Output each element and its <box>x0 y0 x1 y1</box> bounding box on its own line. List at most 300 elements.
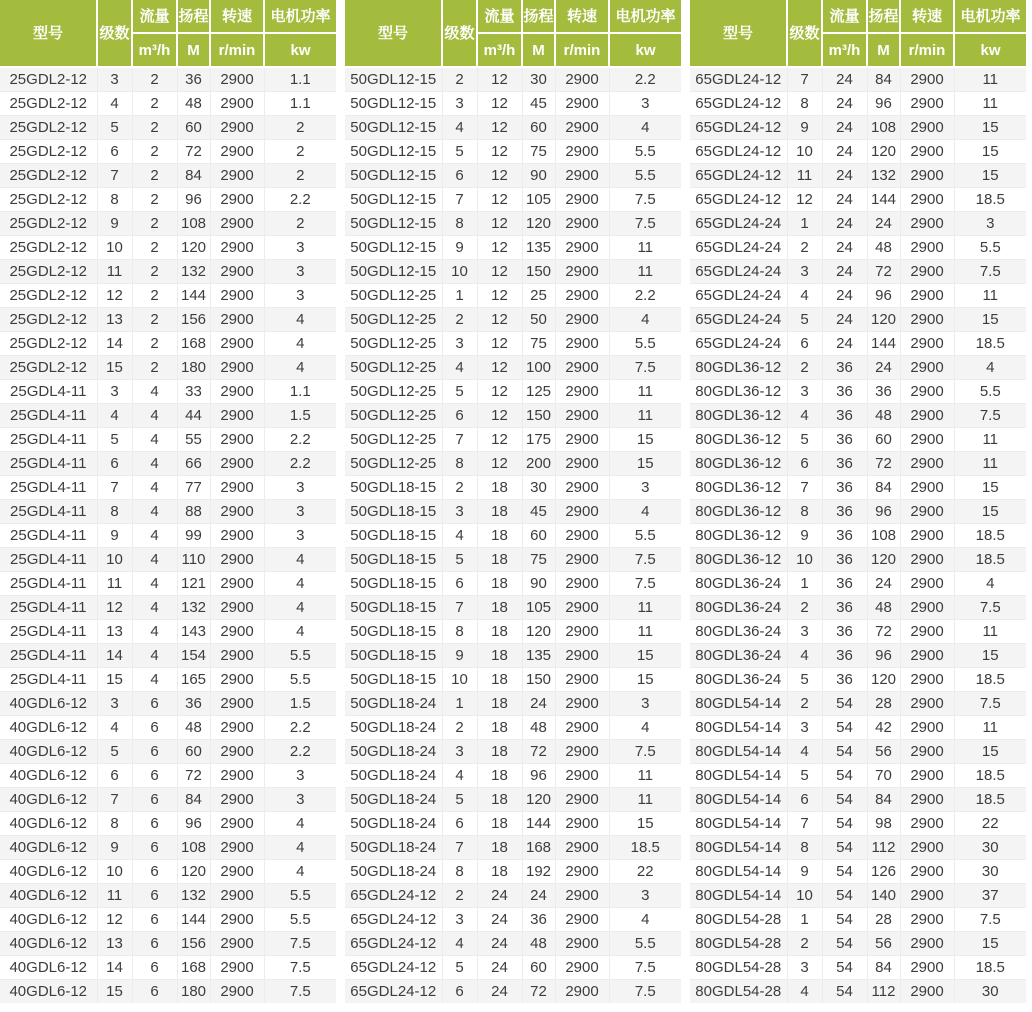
table-cell: 2 <box>132 67 177 92</box>
table-cell: 2 <box>132 308 177 332</box>
table-cell: 12 <box>477 332 522 356</box>
table-cell: 24 <box>477 932 522 956</box>
table-cell: 15 <box>97 980 132 1004</box>
table-row <box>345 932 681 956</box>
table-cell: 3 <box>442 740 477 764</box>
table-cell: 11 <box>954 620 1026 644</box>
table-cell: 7 <box>97 476 132 500</box>
table-cell: 40GDL6-12 <box>0 980 97 1004</box>
table-cell: 36 <box>822 452 867 476</box>
table-cell: 11 <box>954 67 1026 92</box>
table-cell: 11 <box>954 284 1026 308</box>
table-cell: 110 <box>177 548 210 572</box>
table-cell: 2900 <box>900 860 954 884</box>
table-cell: 25GDL4-11 <box>0 452 97 476</box>
table-cell: 12 <box>477 284 522 308</box>
table-cell: 2900 <box>555 692 609 716</box>
table-cell: 4 <box>787 404 822 428</box>
table-cell: 112 <box>867 836 900 860</box>
table-row <box>690 260 1026 284</box>
table-cell: 72 <box>177 764 210 788</box>
header-head-unit: M <box>177 33 210 67</box>
table-cell: 50GDL12-15 <box>345 92 442 116</box>
table-cell: 48 <box>867 236 900 260</box>
table-cell: 7.5 <box>609 740 681 764</box>
table-cell: 65GDL24-24 <box>690 308 787 332</box>
table-cell: 18.5 <box>954 764 1026 788</box>
table-cell: 24 <box>477 956 522 980</box>
table-row <box>345 668 681 692</box>
table-cell: 7.5 <box>954 596 1026 620</box>
table-cell: 10 <box>97 860 132 884</box>
table-cell: 5.5 <box>264 668 336 692</box>
table-cell: 120 <box>867 308 900 332</box>
table-row <box>690 788 1026 812</box>
table-cell: 4 <box>132 668 177 692</box>
table-cell: 80GDL36-24 <box>690 644 787 668</box>
table-cell: 7.5 <box>609 980 681 1004</box>
table-cell: 1 <box>787 908 822 932</box>
table-cell: 15 <box>609 668 681 692</box>
table-cell: 12 <box>477 188 522 212</box>
table-cell: 96 <box>867 92 900 116</box>
table-cell: 2900 <box>210 764 264 788</box>
table-cell: 4 <box>132 572 177 596</box>
table-row <box>0 260 336 284</box>
table-cell: 80GDL36-24 <box>690 620 787 644</box>
table-cell: 7.5 <box>954 908 1026 932</box>
header-head: 扬程 <box>177 0 210 33</box>
table-cell: 36 <box>822 548 867 572</box>
table-cell: 72 <box>867 260 900 284</box>
table-cell: 50GDL12-25 <box>345 284 442 308</box>
table-cell: 54 <box>822 716 867 740</box>
table-cell: 2900 <box>555 788 609 812</box>
table-cell: 50GDL12-15 <box>345 212 442 236</box>
table-cell: 54 <box>822 836 867 860</box>
table-cell: 65GDL24-12 <box>345 932 442 956</box>
table-cell: 2900 <box>900 500 954 524</box>
table-cell: 25GDL4-11 <box>0 524 97 548</box>
header-power: 电机功率 <box>264 0 336 33</box>
table-cell: 18.5 <box>609 836 681 860</box>
table-cell: 36 <box>867 380 900 404</box>
table-cell: 40GDL6-12 <box>0 788 97 812</box>
table-cell: 132 <box>177 884 210 908</box>
table-cell: 6 <box>132 692 177 716</box>
table-cell: 18 <box>477 812 522 836</box>
table-cell: 2900 <box>210 548 264 572</box>
table-row <box>0 284 336 308</box>
table-cell: 2 <box>442 716 477 740</box>
table-cell: 40GDL6-12 <box>0 812 97 836</box>
table-cell: 65GDL24-12 <box>345 980 442 1004</box>
table-cell: 65GDL24-12 <box>345 956 442 980</box>
table-cell: 2900 <box>555 500 609 524</box>
table-cell: 4 <box>442 524 477 548</box>
table-cell: 4 <box>954 572 1026 596</box>
table-row <box>0 332 336 356</box>
table-cell: 60 <box>522 116 555 140</box>
table-cell: 4 <box>132 524 177 548</box>
table-row <box>345 740 681 764</box>
table-cell: 4 <box>264 548 336 572</box>
table-cell: 2.2 <box>264 188 336 212</box>
table-cell: 2 <box>787 692 822 716</box>
table-cell: 4 <box>97 92 132 116</box>
table-cell: 80GDL54-14 <box>690 716 787 740</box>
header-speed: 转速 <box>555 0 609 33</box>
table-cell: 7 <box>787 67 822 92</box>
table-cell: 12 <box>477 404 522 428</box>
table-cell: 121 <box>177 572 210 596</box>
table-cell: 4 <box>787 284 822 308</box>
table-row <box>690 116 1026 140</box>
table-cell: 7.5 <box>264 980 336 1004</box>
table-cell: 30 <box>522 476 555 500</box>
table-cell: 150 <box>522 260 555 284</box>
table-cell: 66 <box>177 452 210 476</box>
table-cell: 5 <box>442 380 477 404</box>
table-cell: 84 <box>867 788 900 812</box>
table-cell: 54 <box>822 860 867 884</box>
table-cell: 48 <box>867 596 900 620</box>
table-cell: 6 <box>97 764 132 788</box>
table-cell: 2900 <box>555 980 609 1004</box>
table-cell: 50GDL18-24 <box>345 716 442 740</box>
table-cell: 2900 <box>555 716 609 740</box>
table-cell: 168 <box>522 836 555 860</box>
table-cell: 5.5 <box>609 140 681 164</box>
table-cell: 50GDL12-15 <box>345 236 442 260</box>
table-cell: 2900 <box>555 428 609 452</box>
table-cell: 11 <box>787 164 822 188</box>
table-row <box>690 956 1026 980</box>
table-cell: 65GDL24-12 <box>690 116 787 140</box>
table-row <box>690 764 1026 788</box>
table-row <box>345 860 681 884</box>
table-row <box>345 500 681 524</box>
table-row <box>0 116 336 140</box>
table-row <box>345 692 681 716</box>
table-cell: 60 <box>177 116 210 140</box>
table-row <box>345 92 681 116</box>
table-row <box>0 668 336 692</box>
table-row <box>345 332 681 356</box>
table-cell: 48 <box>522 932 555 956</box>
table-cell: 11 <box>954 716 1026 740</box>
table-cell: 5.5 <box>264 884 336 908</box>
table-row <box>345 476 681 500</box>
table-cell: 2900 <box>210 308 264 332</box>
table-cell: 192 <box>522 860 555 884</box>
table-cell: 96 <box>177 188 210 212</box>
table-cell: 2900 <box>900 140 954 164</box>
table-cell: 12 <box>97 284 132 308</box>
table-cell: 25GDL2-12 <box>0 356 97 380</box>
table-cell: 2.2 <box>264 716 336 740</box>
table-cell: 6 <box>132 716 177 740</box>
table-cell: 4 <box>954 356 1026 380</box>
table-cell: 3 <box>97 692 132 716</box>
table-cell: 36 <box>822 572 867 596</box>
table-cell: 30 <box>522 67 555 92</box>
table-cell: 8 <box>97 812 132 836</box>
table-cell: 54 <box>822 692 867 716</box>
table-cell: 9 <box>97 212 132 236</box>
table-cell: 200 <box>522 452 555 476</box>
table-cell: 12 <box>477 212 522 236</box>
header-power: 电机功率 <box>609 0 681 33</box>
table-row <box>0 596 336 620</box>
table-cell: 12 <box>97 596 132 620</box>
table-row <box>0 308 336 332</box>
table-cell: 25GDL2-12 <box>0 308 97 332</box>
table-cell: 40GDL6-12 <box>0 716 97 740</box>
table-row <box>0 788 336 812</box>
table-cell: 2900 <box>555 884 609 908</box>
table-cell: 108 <box>867 524 900 548</box>
header-flow: 流量 <box>477 0 522 33</box>
table-cell: 2900 <box>210 356 264 380</box>
table-row <box>690 908 1026 932</box>
table-row <box>690 620 1026 644</box>
table-cell: 24 <box>822 116 867 140</box>
table-cell: 2 <box>132 164 177 188</box>
table-cell: 2900 <box>900 308 954 332</box>
table-cell: 12 <box>477 140 522 164</box>
table-cell: 18 <box>477 548 522 572</box>
table-cell: 11 <box>609 620 681 644</box>
table-cell: 120 <box>867 668 900 692</box>
table-cell: 36 <box>822 668 867 692</box>
table-cell: 65GDL24-24 <box>690 260 787 284</box>
header-speed-unit: r/min <box>900 33 954 67</box>
table-cell: 144 <box>177 284 210 308</box>
table-row <box>690 92 1026 116</box>
table-cell: 2900 <box>555 308 609 332</box>
table-cell: 50GDL12-25 <box>345 308 442 332</box>
table-cell: 4 <box>132 548 177 572</box>
table-cell: 3 <box>787 260 822 284</box>
table-cell: 50GDL12-25 <box>345 356 442 380</box>
table-row <box>690 67 1026 92</box>
table-cell: 2900 <box>210 284 264 308</box>
table-cell: 80GDL36-24 <box>690 572 787 596</box>
table-cell: 84 <box>177 788 210 812</box>
table-row <box>345 308 681 332</box>
table-row <box>0 932 336 956</box>
table-cell: 3 <box>264 788 336 812</box>
table-cell: 15 <box>97 668 132 692</box>
table-body <box>690 67 1026 1003</box>
table-cell: 18 <box>477 644 522 668</box>
table-row <box>690 284 1026 308</box>
table-row <box>0 92 336 116</box>
table-cell: 25GDL4-11 <box>0 644 97 668</box>
table-cell: 15 <box>954 740 1026 764</box>
table-cell: 72 <box>522 980 555 1004</box>
table-cell: 24 <box>477 884 522 908</box>
table-cell: 2900 <box>210 884 264 908</box>
table-cell: 11 <box>609 404 681 428</box>
table-cell: 12 <box>787 188 822 212</box>
table-cell: 50GDL18-24 <box>345 812 442 836</box>
table-cell: 54 <box>822 812 867 836</box>
table-row <box>345 572 681 596</box>
table-cell: 135 <box>522 236 555 260</box>
table-cell: 2 <box>132 116 177 140</box>
table-cell: 2 <box>442 308 477 332</box>
table-cell: 11 <box>609 764 681 788</box>
header-head: 扬程 <box>522 0 555 33</box>
table-cell: 120 <box>177 236 210 260</box>
table-row <box>0 860 336 884</box>
table-cell: 8 <box>787 500 822 524</box>
table-cell: 2900 <box>555 380 609 404</box>
table-cell: 13 <box>97 932 132 956</box>
table-cell: 50GDL12-15 <box>345 164 442 188</box>
table-cell: 14 <box>97 956 132 980</box>
table-cell: 7.5 <box>954 692 1026 716</box>
table-cell: 65GDL24-12 <box>345 908 442 932</box>
table-cell: 50GDL18-15 <box>345 668 442 692</box>
table-cell: 5 <box>787 428 822 452</box>
table-cell: 3 <box>97 67 132 92</box>
table-cell: 2900 <box>555 908 609 932</box>
table-cell: 2 <box>132 140 177 164</box>
table-cell: 18.5 <box>954 332 1026 356</box>
table-cell: 2900 <box>210 692 264 716</box>
table-cell: 168 <box>177 332 210 356</box>
table-cell: 175 <box>522 428 555 452</box>
table-row <box>690 524 1026 548</box>
table-cell: 24 <box>822 188 867 212</box>
table-row <box>345 788 681 812</box>
table-cell: 54 <box>822 908 867 932</box>
table-cell: 80GDL36-24 <box>690 596 787 620</box>
table-row <box>345 980 681 1004</box>
table-cell: 168 <box>177 956 210 980</box>
table-cell: 25GDL2-12 <box>0 260 97 284</box>
table-cell: 2900 <box>210 716 264 740</box>
table-cell: 2900 <box>555 452 609 476</box>
table-cell: 7.5 <box>264 956 336 980</box>
table-cell: 2900 <box>900 812 954 836</box>
table-cell: 150 <box>522 404 555 428</box>
table-cell: 7 <box>442 836 477 860</box>
header-stages: 级数 <box>97 0 132 67</box>
table-cell: 40GDL6-12 <box>0 884 97 908</box>
table-cell: 2900 <box>900 116 954 140</box>
table-cell: 5.5 <box>609 932 681 956</box>
table-cell: 2900 <box>555 67 609 92</box>
table-cell: 15 <box>609 812 681 836</box>
table-cell: 8 <box>97 188 132 212</box>
table-cell: 80GDL54-14 <box>690 740 787 764</box>
table-cell: 2900 <box>900 260 954 284</box>
table-cell: 72 <box>867 452 900 476</box>
table-cell: 3 <box>264 500 336 524</box>
table-row <box>345 764 681 788</box>
table-cell: 15 <box>954 308 1026 332</box>
header-flow-unit: m³/h <box>822 33 867 67</box>
table-cell: 4 <box>442 764 477 788</box>
table-cell: 2900 <box>210 140 264 164</box>
table-row <box>0 164 336 188</box>
table-cell: 22 <box>609 860 681 884</box>
table-cell: 3 <box>264 236 336 260</box>
table-cell: 8 <box>787 92 822 116</box>
table-cell: 18.5 <box>954 788 1026 812</box>
table-cell: 25GDL2-12 <box>0 284 97 308</box>
table-cell: 3 <box>609 884 681 908</box>
pump-spec-table-left <box>0 0 336 1003</box>
table-cell: 2900 <box>900 716 954 740</box>
table-cell: 2900 <box>900 620 954 644</box>
table-cell: 50GDL12-25 <box>345 332 442 356</box>
table-cell: 50GDL18-15 <box>345 524 442 548</box>
table-cell: 18.5 <box>954 668 1026 692</box>
table-cell: 22 <box>954 812 1026 836</box>
table-cell: 2900 <box>555 188 609 212</box>
table-cell: 2900 <box>210 404 264 428</box>
table-cell: 5 <box>787 308 822 332</box>
table-row <box>690 452 1026 476</box>
table-cell: 50GDL18-15 <box>345 476 442 500</box>
table-row <box>345 644 681 668</box>
table-cell: 60 <box>177 740 210 764</box>
table-row <box>0 67 336 92</box>
table-row <box>345 380 681 404</box>
table-cell: 2900 <box>210 788 264 812</box>
table-header <box>0 0 336 67</box>
table-cell: 9 <box>787 860 822 884</box>
table-row <box>0 740 336 764</box>
table-cell: 18 <box>477 860 522 884</box>
table-cell: 108 <box>867 116 900 140</box>
table-cell: 2900 <box>555 620 609 644</box>
table-cell: 96 <box>867 644 900 668</box>
table-cell: 18 <box>477 572 522 596</box>
table-cell: 5.5 <box>264 908 336 932</box>
table-row <box>345 524 681 548</box>
table-cell: 2 <box>132 356 177 380</box>
header-flow: 流量 <box>132 0 177 33</box>
table-row <box>345 428 681 452</box>
table-cell: 1 <box>442 284 477 308</box>
table-cell: 2900 <box>210 524 264 548</box>
table-cell: 25GDL2-12 <box>0 164 97 188</box>
table-cell: 7 <box>442 188 477 212</box>
table-cell: 135 <box>522 644 555 668</box>
table-cell: 50GDL18-24 <box>345 692 442 716</box>
table-cell: 50GDL12-15 <box>345 140 442 164</box>
header-stages: 级数 <box>442 0 477 67</box>
table-cell: 40GDL6-12 <box>0 740 97 764</box>
table-cell: 65GDL24-24 <box>690 332 787 356</box>
table-cell: 15 <box>954 476 1026 500</box>
table-cell: 15 <box>954 500 1026 524</box>
table-cell: 80GDL36-12 <box>690 476 787 500</box>
table-cell: 11 <box>609 260 681 284</box>
table-cell: 132 <box>177 596 210 620</box>
table-cell: 8 <box>97 500 132 524</box>
header-flow: 流量 <box>822 0 867 33</box>
table-cell: 50GDL12-25 <box>345 380 442 404</box>
table-row <box>0 524 336 548</box>
table-cell: 6 <box>442 572 477 596</box>
